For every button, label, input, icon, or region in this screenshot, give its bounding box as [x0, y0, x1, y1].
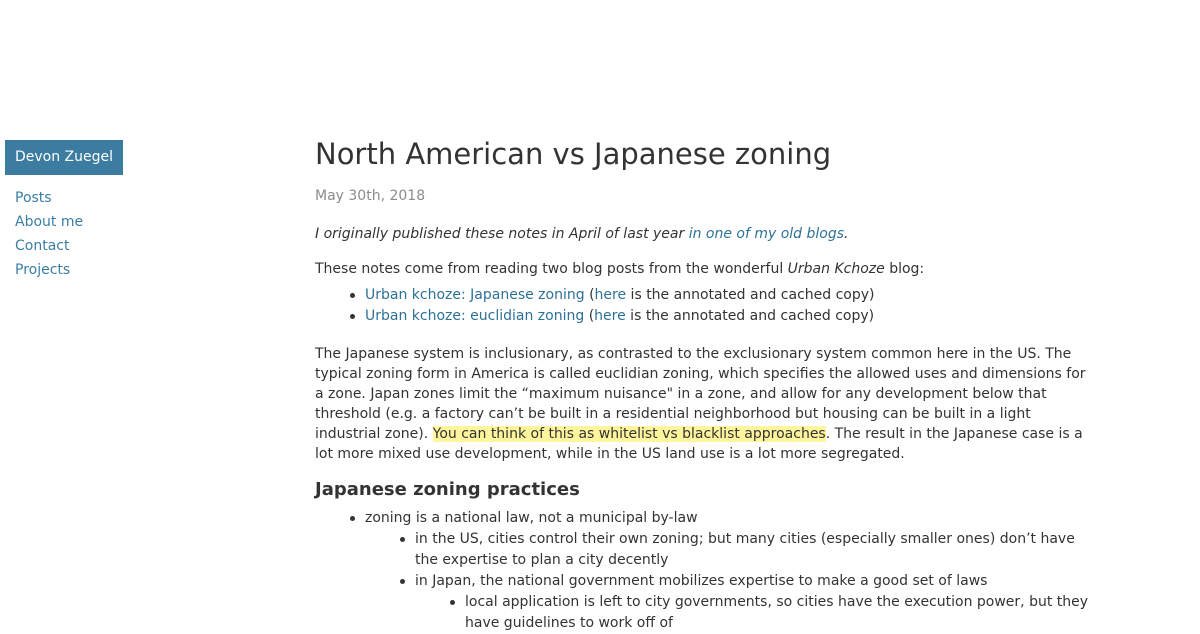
source-links-list — [315, 285, 1095, 327]
nested-list — [365, 529, 1095, 634]
nav-link-about-me[interactable]: About me — [15, 214, 84, 230]
cached-copy-link[interactable]: here — [594, 308, 626, 324]
notes-list — [315, 508, 1095, 634]
intro-period: . — [844, 226, 849, 242]
sources-text: These notes come from reading two blog posts from the wonderful — [315, 261, 788, 277]
list-item — [365, 285, 1095, 306]
nav-link-projects[interactable]: Projects — [15, 262, 71, 278]
euclidian-zoning-link[interactable]: Urban kchoze: euclidian zoning — [365, 308, 585, 324]
note-text: zoning is a national law, not a municipal by-law — [365, 510, 698, 526]
note-text: local application is left to city governments, so cities have the execution power, but they have guidelines to work off of — [465, 594, 1089, 631]
sources-text-end: blog: — [884, 261, 925, 277]
paragraph-comparison — [315, 344, 1095, 464]
list-item — [365, 306, 1095, 327]
japanese-zoning-link[interactable]: Urban kchoze: Japanese zoning — [365, 287, 585, 303]
note-text: in the US, cities control their own zoning; but many cities (especially smaller ones) don’t have the expertise to plan a city decently — [415, 531, 1075, 568]
post-content — [315, 132, 1095, 634]
paren-open: ( — [584, 287, 595, 303]
site-title-button[interactable]: Devon Zuegel — [5, 140, 123, 175]
post-date: May 30th, 2018 — [315, 188, 426, 204]
comparison-text: The Japanese system is inclusionary, as contrasted to the exclusionary system common here in the US. The typical zoning form in America is called euclidian zoning, which specifies the allowed uses and dimensions for a zone. Japan zones limit the “maximum nuisance" in a zone, and allow for any development below that threshold (e.g. a factory can’t be built in a residential neighborhood but housing can be built in a light industrial zone). — [315, 346, 1086, 442]
list-item — [415, 529, 1095, 571]
nav-link-contact[interactable]: Contact — [15, 238, 70, 254]
blog-name: Urban Kchoze — [787, 261, 885, 277]
highlighted-text: You can think of this as whitelist vs blacklist approaches — [432, 426, 826, 442]
old-blog-link[interactable]: in one of my old blogs — [688, 226, 845, 242]
list-item — [365, 508, 1095, 634]
list-item — [415, 571, 1095, 634]
sidebar-nav — [15, 186, 83, 282]
note-text: in Japan, the national government mobilizes expertise to make a good set of laws — [415, 573, 988, 589]
nested-list — [415, 592, 1095, 634]
link-note: is the annotated and cached copy) — [625, 308, 875, 324]
paren-open: ( — [584, 308, 595, 324]
link-note: is the annotated and cached copy) — [626, 287, 875, 303]
intro-note — [315, 223, 1095, 245]
list-item — [465, 592, 1095, 634]
section-heading: Japanese zoning practices — [315, 479, 580, 500]
cached-copy-link[interactable]: here — [594, 287, 627, 303]
nav-link-posts[interactable]: Posts — [15, 190, 52, 206]
intro-text: I originally published these notes in April of last year — [315, 226, 689, 242]
paragraph-sources — [315, 258, 1095, 280]
post-title: North American vs Japanese zoning — [315, 137, 832, 171]
comparison-text-end: . The result in the Japanese case is a lot more mixed use development, while in the US land use is a lot more segregated. — [315, 426, 1083, 462]
